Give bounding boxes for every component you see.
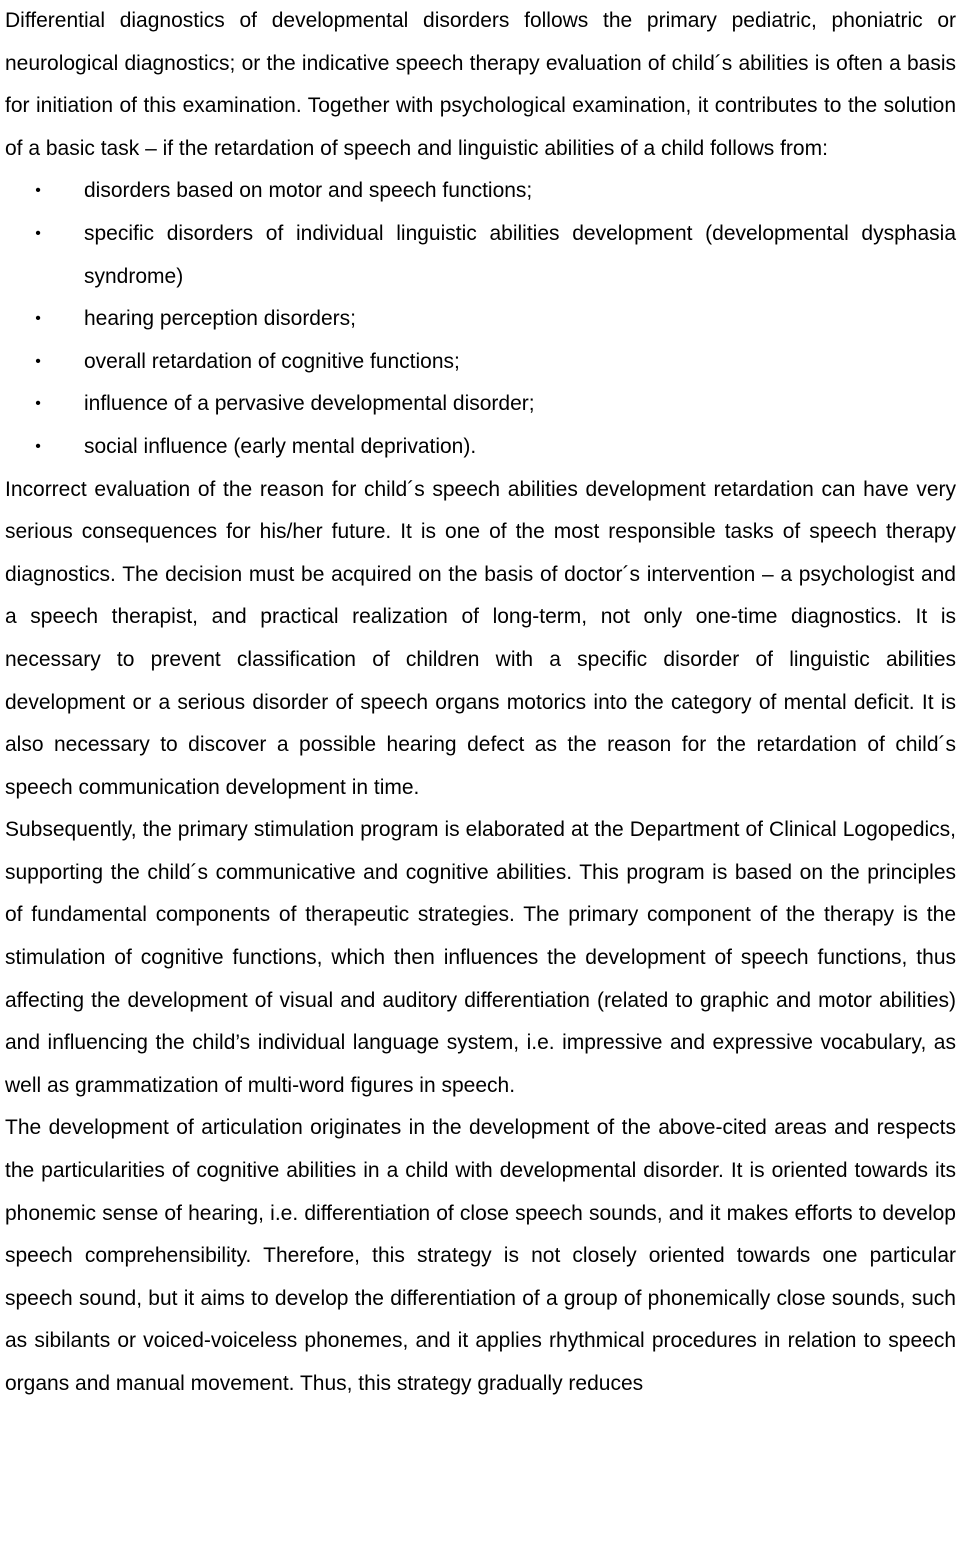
bullet-icon <box>28 298 48 341</box>
causes-list <box>5 170 956 468</box>
list-item <box>5 426 956 469</box>
bullet-icon <box>28 426 48 469</box>
articulation-paragraph: The development of articulation originates in the development of the above-cited areas and respects the particularities of cognitive abilities in a child with developmental disorder. It is oriented towards its phonemic sense of hearing, i.e. differentiation of close speech sounds, and it makes efforts to develop speech comprehensibility. Therefore, this strategy is not closely oriented towards one particular speech sound, but it aims to develop the differentiation of a group of phonemically close sounds, such as sibilants or voiced-voiceless phonemes, and it applies rhythmical procedures in relation to speech organs and manual movement. Thus, this strategy gradually reduces <box>5 1116 956 1395</box>
list-item <box>5 213 956 298</box>
list-item <box>5 298 956 341</box>
bullet-icon <box>28 170 48 213</box>
bullet-icon <box>28 383 48 426</box>
evaluation-paragraph: Incorrect evaluation of the reason for child´s speech abilities development retardation can have very serious consequences for his/her future. It is one of the most responsible tasks of speech therapy diagnostics. The decision must be acquired on the basis of doctor´s intervention – a psychologist and a speech therapist, and practical realization of long-term, not only one-time diagnostics. It is necessary to prevent classification of children with a specific disorder of linguistic abilities development or a serious disorder of speech organs motorics into the category of mental deficit. It is also necessary to discover a possible hearing defect as the reason for the retardation of child´s speech communication development in time. <box>5 477 956 799</box>
list-item-text: social influence (early mental deprivation). <box>84 434 477 458</box>
list-item-text: influence of a pervasive developmental disorder; <box>84 392 535 416</box>
document-page <box>5 0 956 1406</box>
list-item-text: disorders based on motor and speech functions; <box>84 179 533 203</box>
list-item-text: overall retardation of cognitive functions; <box>84 349 460 373</box>
list-item <box>5 383 956 426</box>
list-item <box>5 341 956 384</box>
stimulation-program-paragraph: Subsequently, the primary stimulation program is elaborated at the Department of Clinical Logopedics, supporting the child´s communicative and cognitive abilities. This program is based on the principles of fundamental components of therapeutic strategies. The primary component of the therapy is the stimulation of cognitive functions, which then influences the development of speech functions, thus affecting the development of visual and auditory differentiation (related to graphic and motor abilities) and influencing the child’s individual language system, i.e. impressive and expressive vocabulary, as well as grammatization of multi-word figures in speech. <box>5 818 956 1097</box>
bullet-icon <box>28 213 48 256</box>
bullet-icon <box>28 341 48 384</box>
list-item-text: specific disorders of individual linguistic abilities development (developmental dysphasia syndrome) <box>84 221 956 288</box>
intro-paragraph: Differential diagnostics of developmental disorders follows the primary pediatric, phoniatric or neurological diagnostics; or the indicative speech therapy evaluation of child´s abilities is often a basis for initiation of this examination. Together with psychological examination, it contributes to the solution of a basic task – if the retardation of speech and linguistic abilities of a child follows from: <box>5 9 956 160</box>
list-item-text: hearing perception disorders; <box>84 307 356 331</box>
list-item <box>5 170 956 213</box>
